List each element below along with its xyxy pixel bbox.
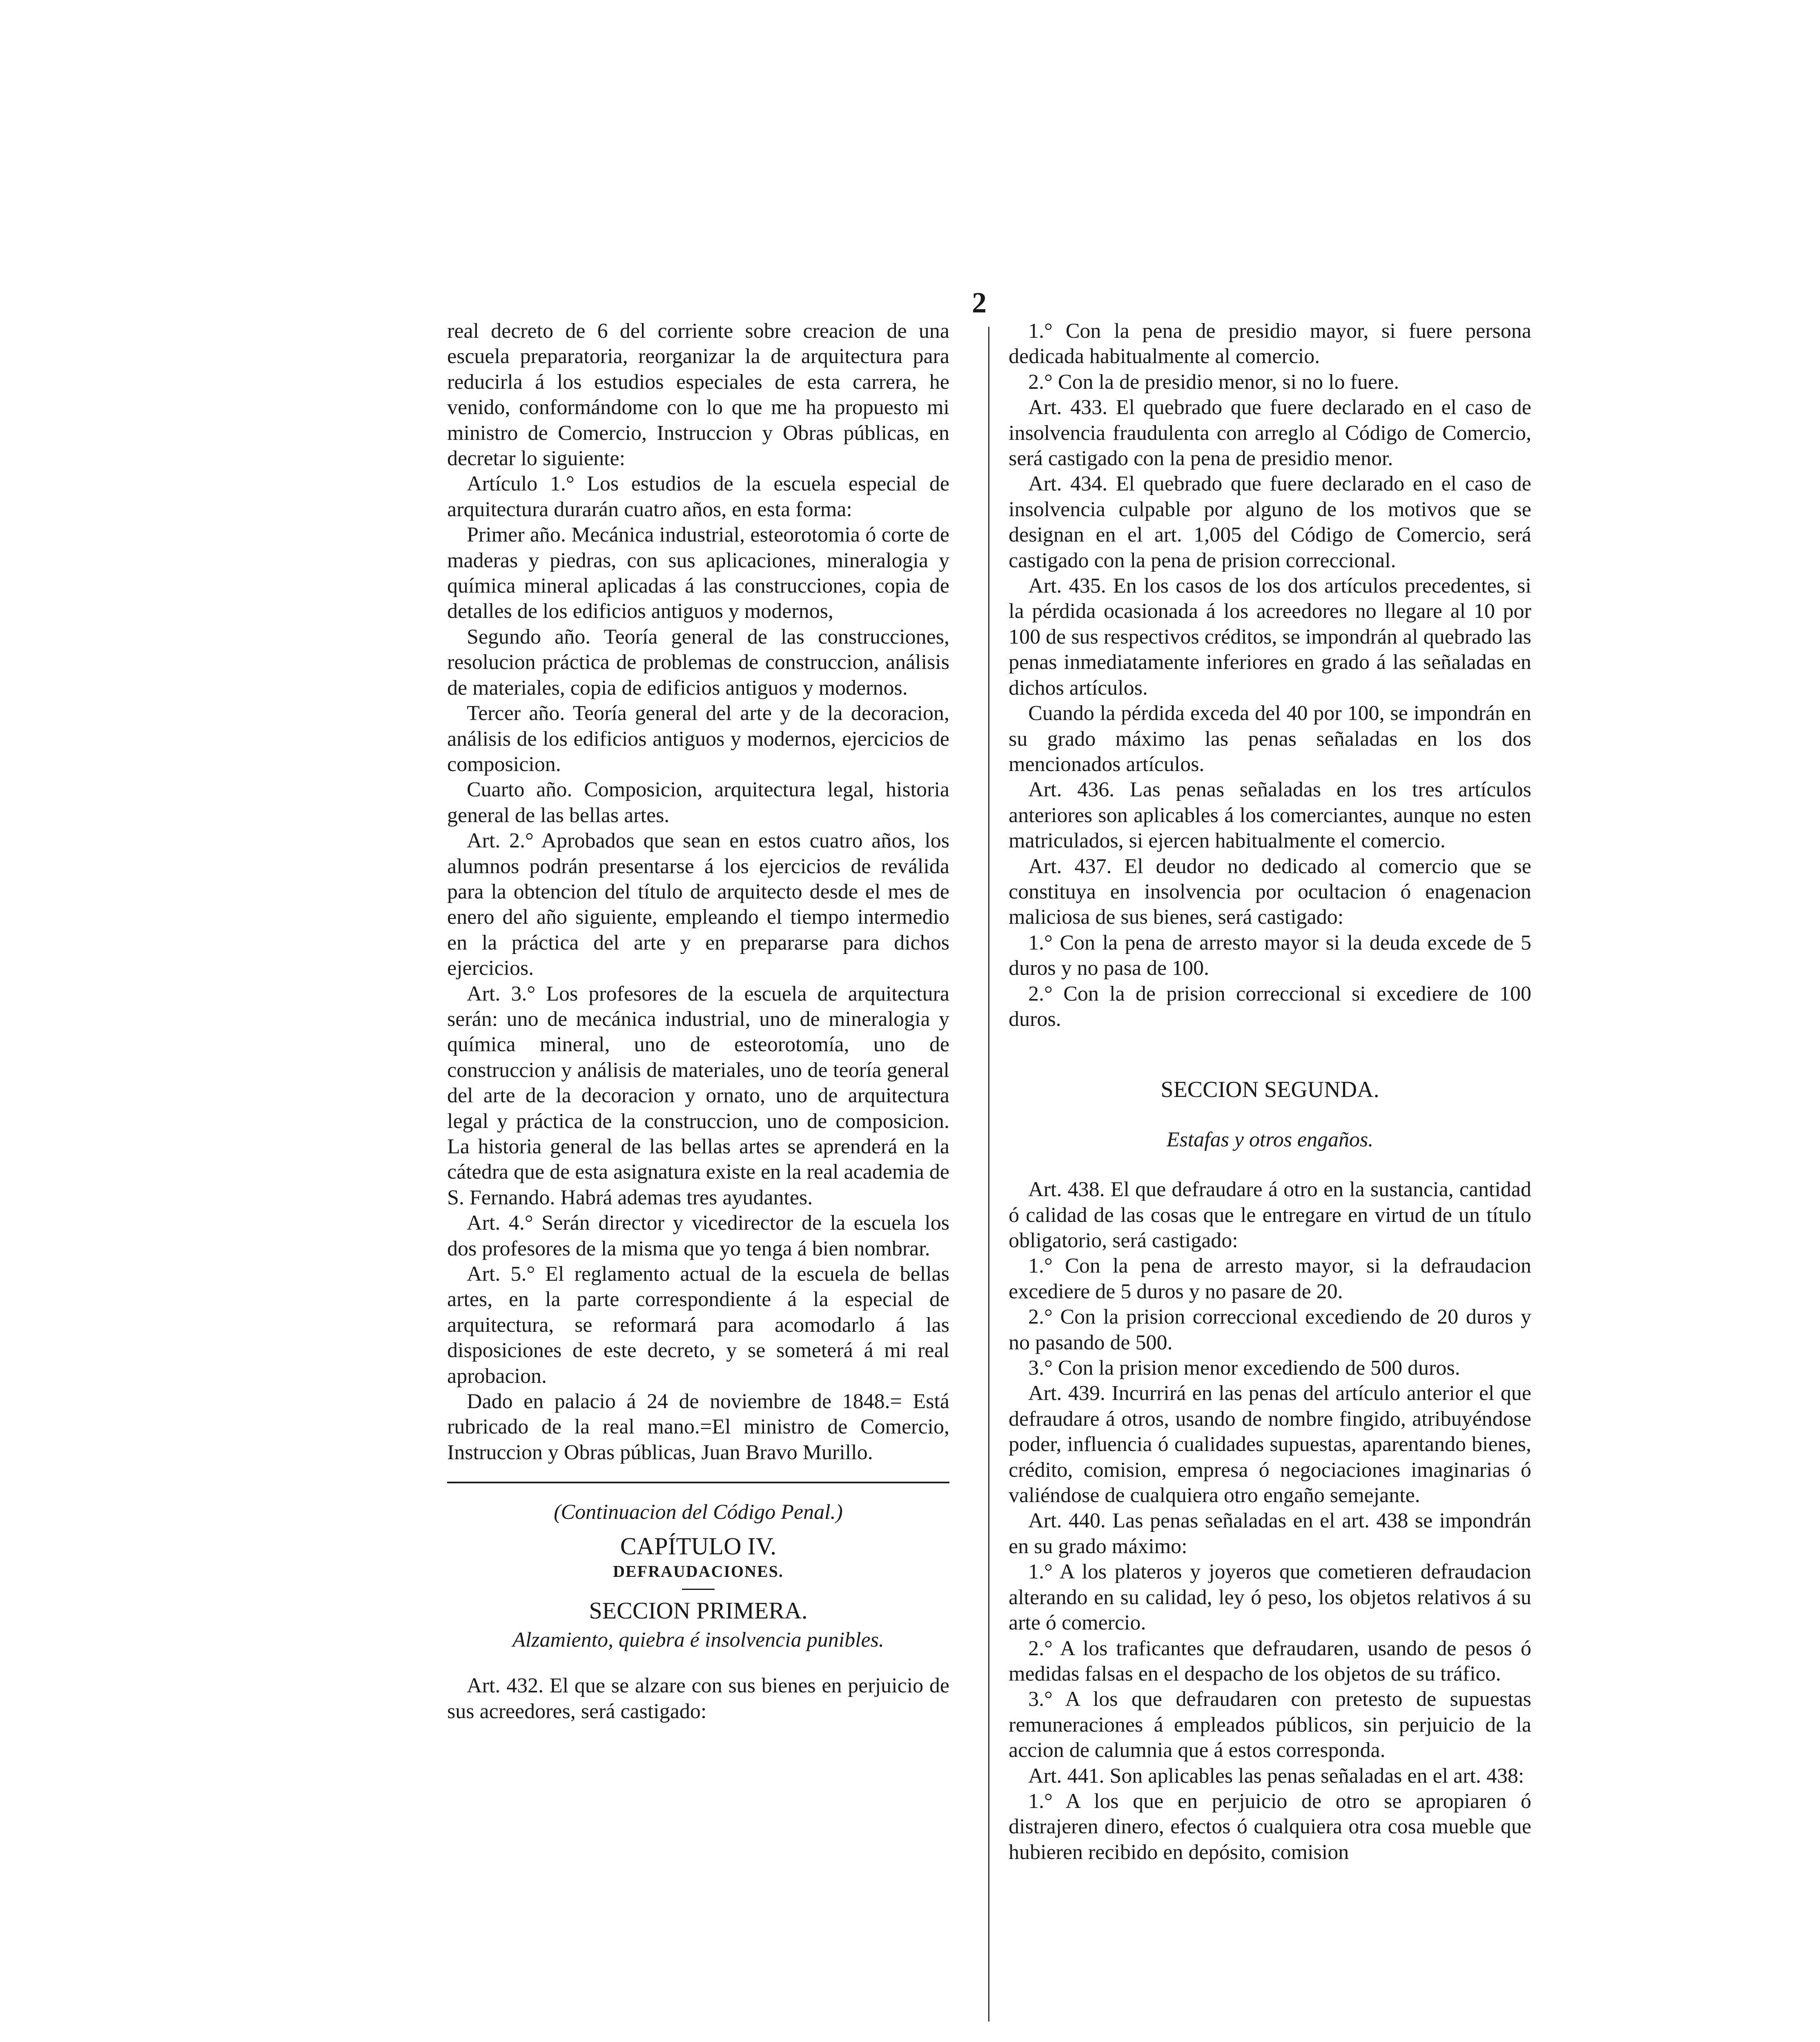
page-number: 2	[972, 286, 987, 319]
section-title: SECCION PRIMERA.	[589, 1597, 808, 1624]
paragraph: 2.° A los traficantes que defraudaren, usando de pesos ó medidas falsas en el despacho de los objetos de su tráfico.	[1009, 1636, 1531, 1685]
paragraph: Art. 441. Son aplicables las penas señaladas en el art. 438:	[1028, 1764, 1524, 1788]
section-subtitle: Estafas y otros engaños.	[1166, 1128, 1374, 1151]
paragraph: 1.° A los que en perjuicio de otro se apropiaren ó distrajeren dinero, efectos ó cualquiera otra cosa mueble que hubieren recibido en depósito, comision	[1009, 1789, 1531, 1864]
paragraph: 1.° A los plateros y joyeros que cometieren defraudacion alterando en su calidad, ley ó peso, los objetos relativos á su arte ó comercio.	[1009, 1560, 1531, 1635]
paragraph: Art. 432. El que se alzare con sus bienes en perjuicio de sus acreedores, será castigado:	[447, 1674, 949, 1723]
paragraph: Cuando la pérdida exceda del 40 por 100, se impondrán en su grado máximo las penas señaladas en los dos mencionados artículos.	[1009, 702, 1531, 776]
chapter-title: CAPÍTULO IV.	[620, 1532, 777, 1560]
paragraph: 3.° A los que defraudaren con pretesto de supuestas remuneraciones á empleados públicos, sin perjuicio de la accion de calumnia que á estos corresponda.	[1009, 1688, 1531, 1762]
paragraph: 3.° Con la prision menor excediendo de 500 duros.	[1028, 1356, 1460, 1380]
separator-rule	[447, 1482, 949, 1483]
paragraph: Dado en palacio á 24 de noviembre de 1848.= Está rubricado de la real mano.=El ministro de Comercio, Instruccion y Obras públicas, Juan Bravo Murillo.	[447, 1390, 949, 1464]
paragraph: Art. 434. El quebrado que fuere declarado en el caso de insolvencia culpable por alguno de los motivos que se designan en el art. 1,005 del Código de Comercio, será castigado con la pena de prision correccional.	[1009, 472, 1531, 572]
paragraph: 1.° Con la pena de presidio mayor, si fuere persona dedicada habitualmente al comercio.	[1009, 319, 1531, 368]
paragraph: Art. 433. El quebrado que fuere declarado en el caso de insolvencia fraudulenta con arreglo al Código de Comercio, será castigado con la pena de presidio menor.	[1009, 396, 1531, 470]
paragraph: Art. 435. En los casos de los dos artículos precedentes, si la pérdida ocasionada á los acreedores no llegare al 10 por 100 de sus respectivos créditos, se impondrán al quebrado las penas inmediatamente inferiores en grado á las señaladas en dichos artículos.	[1009, 574, 1531, 700]
paragraph: Artículo 1.° Los estudios de la escuela especial de arquitectura durarán cuatro años, en esta forma:	[447, 472, 949, 521]
paragraph: Art. 3.° Los profesores de la escuela de arquitectura serán: uno de mecánica industrial, uno de mineralogia y química mineral, uno de esteorotomía, uno de construccion y análisis de materiales, uno de teoría general del arte de la decoracion y ornato, uno de arquitectura legal y práctica de la construccion, uno de composicion. La historia general de las bellas artes se aprenderá en la cátedra que de esta asignatura existe en la real academia de S. Fernando. Habrá ademas tres ayudantes.	[447, 982, 949, 1209]
paragraph: 2.° Con la prision correccional excediendo de 20 duros y no pasando de 500.	[1009, 1305, 1531, 1354]
paragraph: Cuarto año. Composicion, arquitectura legal, historia general de las bellas artes.	[447, 778, 949, 827]
section-title: SECCION SEGUNDA.	[1161, 1077, 1379, 1103]
continuation-note: (Continuacion del Código Penal.)	[554, 1500, 843, 1524]
paragraph: Primer año. Mecánica industrial, esteorotomia ó corte de maderas y piedras, con sus aplicaciones, mineralogia y química mineral aplicadas á las construcciones, copia de detalles de los edificios antiguos y modernos,	[447, 523, 949, 623]
paragraph: Tercer año. Teoría general del arte y de la decoracion, análisis de los edificios antiguos y modernos, ejercicios de composicion.	[447, 702, 949, 776]
paragraph: Art. 2.° Aprobados que sean en estos cuatro años, los alumnos podrán presentarse á los ejercicios de reválida para la obtencion del título de arquitecto desde el mes de enero del año siguiente, empleando el tiempo intermedio en la práctica del arte y en prepararse para dichos ejercicios.	[447, 829, 949, 980]
paragraph: Art. 440. Las penas señaladas en el art. 438 se impondrán en su grado máximo:	[1009, 1509, 1531, 1558]
right-column	[1009, 319, 1531, 1865]
chapter-subtitle: DEFRAUDACIONES.	[613, 1562, 784, 1581]
short-rule	[682, 1589, 715, 1590]
paragraph: real decreto de 6 del corriente sobre creacion de una escuela preparatoria, reorganizar la de arquitectura para reducirla á los estudios especiales de esta carrera, he venido, conformándome con lo que me ha propuesto mi ministro de Comercio, Instruccion y Obras públicas, en decretar lo siguiente:	[447, 319, 949, 470]
paragraph: Art. 4.° Serán director y vicedirector de la escuela los dos profesores de la misma que yo tenga á bien nombrar.	[447, 1211, 949, 1260]
paragraph: Segundo año. Teoría general de las construcciones, resolucion práctica de problemas de construccion, análisis de materiales, copia de edificios antiguos y modernos.	[447, 625, 949, 700]
paragraph: 1.° Con la pena de arresto mayor, si la defraudacion excediere de 5 duros y no pasare de 20.	[1009, 1254, 1531, 1303]
paragraph: Art. 438. El que defraudare á otro en la sustancia, cantidad ó calidad de las cosas que le entregare en virtud de un título obligatorio, será castigado:	[1009, 1178, 1531, 1252]
column-rule	[988, 327, 989, 2022]
paragraph: Art. 436. Las penas señaladas en los tres artículos anteriores son aplicables á los comerciantes, aunque no esten matriculados, si ejercen habitualmente el comercio.	[1009, 778, 1531, 853]
paragraph: Art. 437. El deudor no dedicado al comercio que se constituya en insolvencia por ocultacion ó enagenacion maliciosa de sus bienes, será castigado:	[1009, 854, 1531, 929]
paragraph: 1.° Con la pena de arresto mayor si la deuda excede de 5 duros y no pasa de 100.	[1009, 931, 1531, 980]
paragraph: Art. 5.° El reglamento actual de la escuela de bellas artes, en la parte correspondiente á la especial de arquitectura, se reformará para acomodarlo á las disposiciones de este decreto, y se someterá á mi real aprobacion.	[447, 1262, 949, 1388]
left-column	[447, 319, 949, 1724]
paragraph: 2.° Con la de prision correccional si excediere de 100 duros.	[1009, 982, 1531, 1031]
paragraph: 2.° Con la de presidio menor, si no lo fuere.	[1028, 370, 1399, 394]
section-subtitle: Alzamiento, quiebra é insolvencia punibles.	[512, 1628, 884, 1652]
paragraph: Art. 439. Incurrirá en las penas del artículo anterior el que defraudare á otros, usando de nombre fingido, atribuyéndose poder, influencia ó cualidades supuestas, aparentando bienes, crédito, comision, empresa ó negociaciones imaginarias ó valiéndose de cualquiera otro engaño semejante.	[1009, 1382, 1531, 1507]
